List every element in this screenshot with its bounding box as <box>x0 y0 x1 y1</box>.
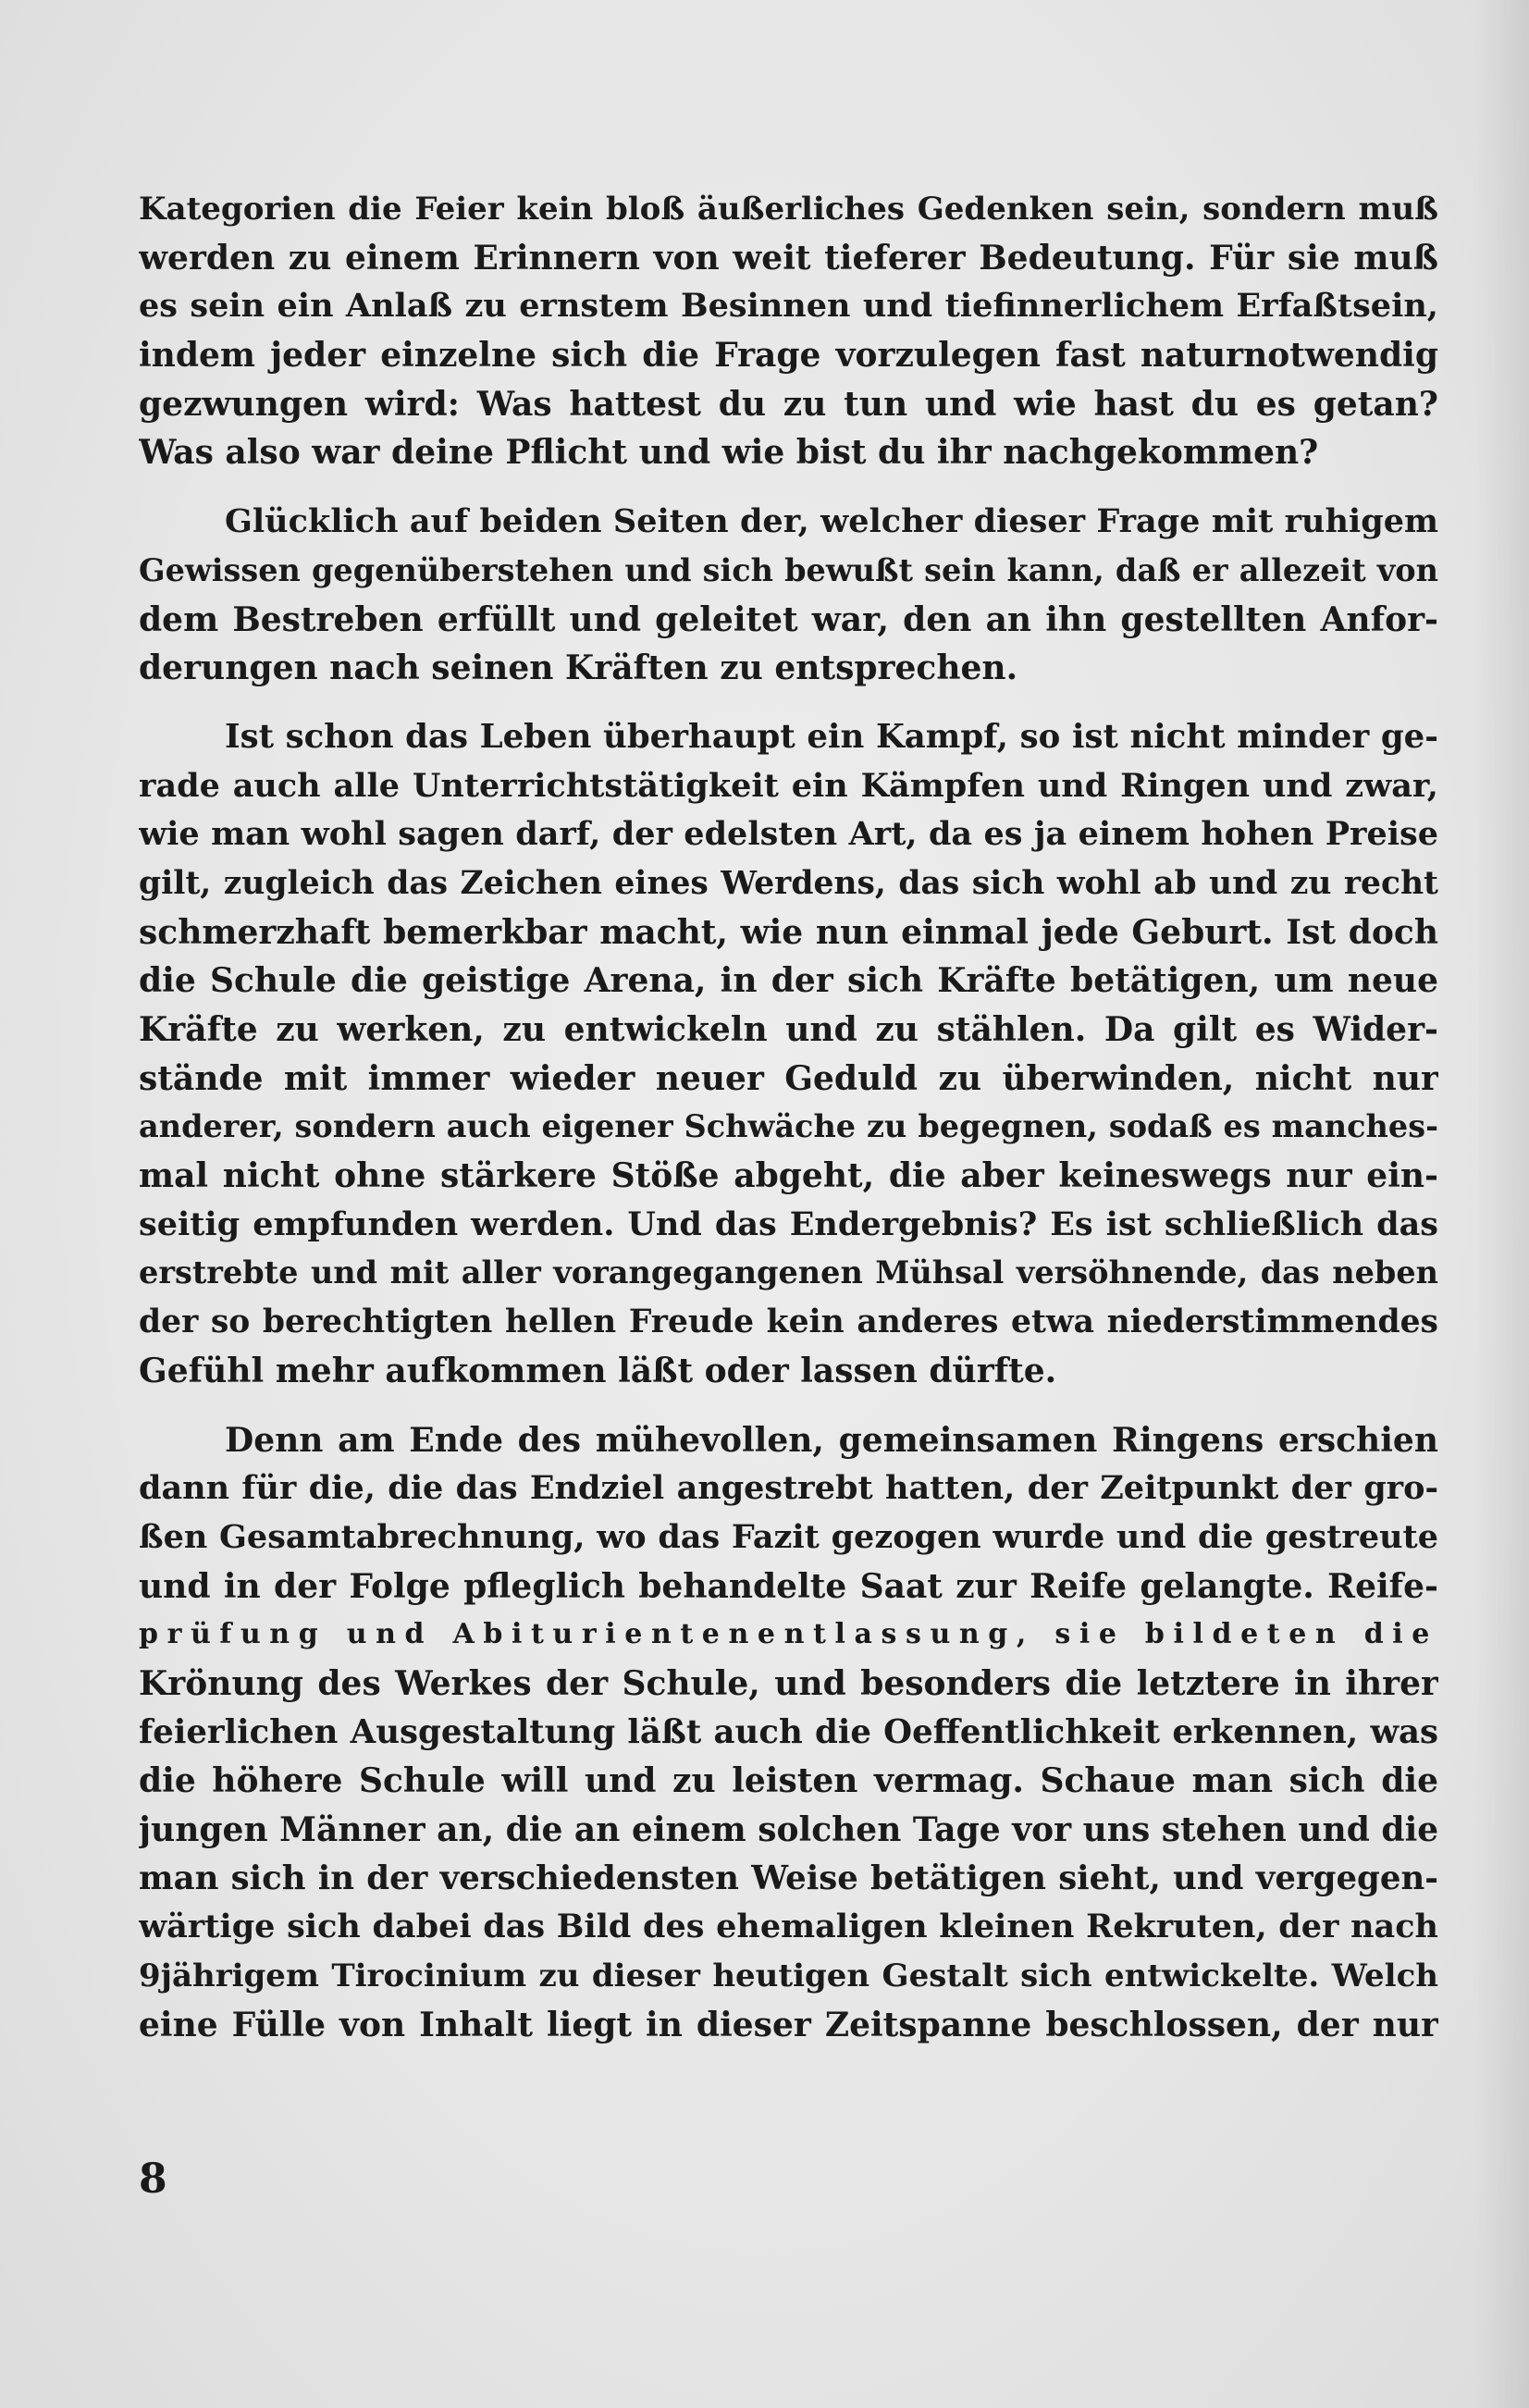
text-line: und in der Folge pfleglich behandelte Saat zur Reife gelangte. Reife- <box>139 1566 1438 1606</box>
text-line: Denn am Ende des mühevollen, gemeinsamen Ringens erschien <box>225 1420 1438 1460</box>
text-line: Kräfte zu werken, zu entwickeln und zu stählen. Da gilt es Wider- <box>139 1010 1438 1049</box>
text-line: die Schule die geistige Arena, in der sich Kräfte betätigen, um neue <box>139 961 1438 1001</box>
paragraph-1 <box>139 185 1438 477</box>
text-line: es sein ein Anlaß zu ernstem Besinnen und tiefinnerlichem Erfaßtsein, <box>139 287 1438 326</box>
text-line: ßen Gesamtabrechnung, wo das Fazit gezogen wurde und die gestreute <box>139 1517 1438 1556</box>
text-line: Kategorien die Feier kein bloß äußerliches Gedenken sein, sondern muß <box>139 191 1438 228</box>
text-line: Was also war deine Pflicht und wie bist du ihr nachgekommen? <box>139 433 1319 473</box>
paragraph-4 <box>139 1416 1438 2050</box>
text-line: die höhere Schule will und zu leisten vermag. Schaue man sich die <box>139 1761 1438 1801</box>
text-line: Gefühl mehr aufkommen läßt oder lassen dürfte. <box>139 1351 1057 1390</box>
text-line: schmerzhaft bemerkbar macht, wie nun einmal jede Geburt. Ist doch <box>139 912 1438 952</box>
text-line: wärtige sich dabei das Bild des ehemaligen kleinen Rekruten, der nach <box>139 1908 1438 1946</box>
text-line: stände mit immer wieder neuer Geduld zu überwinden, nicht nur <box>139 1058 1438 1098</box>
text-line: prüfung und Abiturientenentlassung, sie bildeten die <box>139 1618 1438 1651</box>
text-line: werden zu einem Erinnern von weit tieferer Bedeutung. Für sie muß <box>139 238 1438 278</box>
text-line: jungen Männer an, die an einem solchen Tage vor uns stehen und die <box>139 1810 1438 1849</box>
paragraph-2 <box>139 498 1438 693</box>
text-line: wie man wohl sagen darf, der edelsten Art, da es ja einem hohen Preise <box>139 815 1438 854</box>
page-number: 8 <box>139 2155 167 2203</box>
text-line: dann für die, die das Endziel angestrebt hatten, der Zeitpunkt der gro- <box>139 1469 1438 1508</box>
text-line: Glücklich auf beiden Seiten der, welcher dieser Frage mit ruhigem <box>225 502 1438 541</box>
page-edge-shadow <box>1474 0 1529 2408</box>
text-line: indem jeder einzelne sich die Frage vorzulegen fast naturnotwendig <box>139 336 1438 376</box>
text-line: der so berechtigten hellen Freude kein anderes etwa niederstimmendes <box>139 1303 1438 1341</box>
text-line: Gewissen gegenüberstehen und sich bewußt sein kann, daß er allezeit von <box>139 551 1438 588</box>
text-line: dem Bestreben erfüllt und geleitet war, den an ihn gestellten Anfor- <box>139 599 1438 639</box>
text-line: Krönung des Werkes der Schule, und besonders die letztere in ihrer <box>139 1663 1438 1703</box>
text-line: 9jährigem Tirocinium zu dieser heutigen Gestalt sich entwickelte. Welch <box>139 1957 1438 1995</box>
text-line: gezwungen wird: Was hattest du zu tun und wie hast du es getan? <box>139 384 1438 424</box>
text-line: rade auch alle Unterrichtstätigkeit ein Kämpfen und Ringen und zwar, <box>139 766 1438 805</box>
text-line: gilt, zugleich das Zeichen eines Werdens, das sich wohl ab und zu recht <box>139 864 1438 902</box>
text-line: Ist schon das Leben überhaupt ein Kampf, so ist nicht minder ge- <box>225 717 1438 756</box>
paragraph-3 <box>139 713 1438 1396</box>
body-text <box>139 185 1438 2069</box>
text-line: eine Fülle von Inhalt liegt in dieser Zeitspanne beschlossen, der nur <box>139 2005 1438 2044</box>
text-line: mal nicht ohne stärkere Stöße abgeht, die aber keineswegs nur ein- <box>139 1156 1438 1196</box>
text-line: feierlichen Ausgestaltung läßt auch die Oeffentlichkeit erkennen, was <box>139 1712 1438 1751</box>
text-line: man sich in der verschiedensten Weise betätigen sieht, und vergegen- <box>139 1858 1438 1897</box>
text-line: anderer, sondern auch eigener Schwäche zu begegnen, sodaß es manches- <box>139 1108 1438 1145</box>
text-line: derungen nach seinen Kräften zu entsprechen. <box>139 648 1018 688</box>
text-line: erstrebte und mit aller vorangegangenen Mühsal versöhnende, das neben <box>139 1254 1438 1291</box>
text-line: seitig empfunden werden. Und das Endergebnis? Es ist schließlich das <box>139 1204 1438 1243</box>
